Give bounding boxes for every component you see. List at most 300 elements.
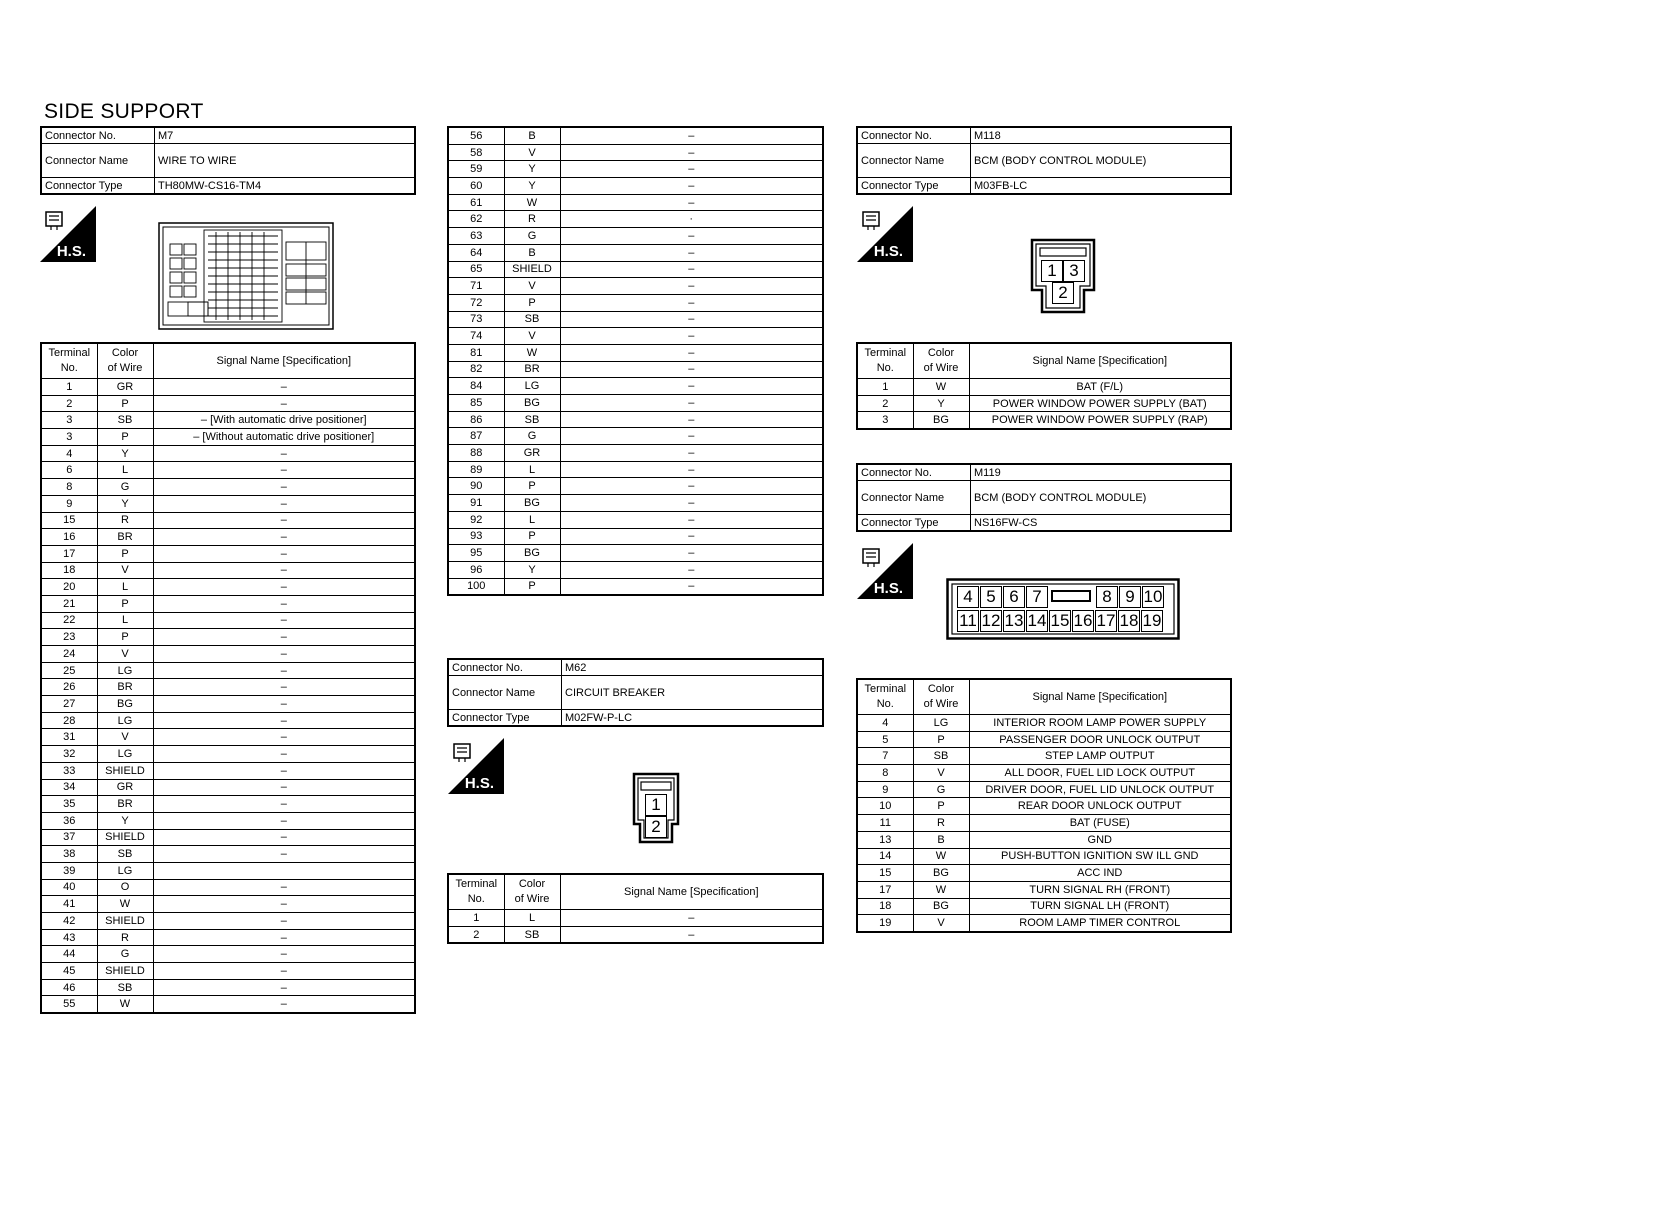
terminal-no-cell: 42 xyxy=(41,913,97,930)
signal-name-cell: – xyxy=(560,445,823,462)
table-row xyxy=(41,879,415,896)
terminal-no-cell: 21 xyxy=(41,595,97,612)
wire-color-cell: O xyxy=(97,879,153,896)
table-row xyxy=(857,379,1231,396)
terminal-no-cell: 100 xyxy=(448,578,504,595)
signal-name-cell: – xyxy=(153,829,415,846)
signal-name-cell: – xyxy=(560,478,823,495)
terminal-no-cell: 41 xyxy=(41,896,97,913)
signal-name-cell: – [With automatic drive positioner] xyxy=(153,412,415,429)
terminal-no-cell: 31 xyxy=(41,729,97,746)
signal-name-cell: – xyxy=(153,946,415,963)
signal-name-cell: – xyxy=(560,411,823,428)
header-color-of-wire: Color of Wire xyxy=(913,679,969,715)
table-row xyxy=(41,896,415,913)
terminal-no-cell: 74 xyxy=(448,328,504,345)
table-row xyxy=(41,479,415,496)
m119-connector-no: M119 xyxy=(971,464,1232,481)
m119-pin: 19 xyxy=(1142,611,1162,630)
terminal-no-cell: 20 xyxy=(41,579,97,596)
signal-name-cell: – xyxy=(560,428,823,445)
table-row xyxy=(41,746,415,763)
m119-pin: 6 xyxy=(1003,586,1025,608)
table-row xyxy=(41,696,415,713)
m7-info-block xyxy=(40,126,416,195)
m119-pin: 9 xyxy=(1119,586,1141,608)
wire-color-cell: P xyxy=(504,578,560,595)
table-row xyxy=(448,378,823,395)
terminal-no-cell: 24 xyxy=(41,646,97,663)
wire-color-cell: Y xyxy=(913,395,969,412)
wire-color-cell: R xyxy=(504,211,560,228)
table-row xyxy=(41,963,415,980)
wire-color-cell: BG xyxy=(913,898,969,915)
signal-name-cell: – xyxy=(153,479,415,496)
table-row xyxy=(41,913,415,930)
signal-name-cell: – xyxy=(560,926,823,943)
wire-color-cell: L xyxy=(97,462,153,479)
table-row xyxy=(41,846,415,863)
signal-name-cell: TURN SIGNAL RH (FRONT) xyxy=(969,881,1231,898)
signal-name-cell xyxy=(153,862,415,879)
signal-name-cell: PUSH-BUTTON IGNITION SW ILL GND xyxy=(969,848,1231,865)
table-row xyxy=(41,929,415,946)
table-row xyxy=(41,529,415,546)
wire-color-cell: P xyxy=(504,294,560,311)
signal-name-cell: – xyxy=(153,779,415,796)
wire-color-cell: V xyxy=(504,328,560,345)
label-connector-name: Connector Name xyxy=(448,676,562,710)
table-row xyxy=(41,862,415,879)
table-row xyxy=(41,779,415,796)
terminal-no-cell: 44 xyxy=(41,946,97,963)
wire-color-cell: P xyxy=(97,395,153,412)
terminal-no-cell: 11 xyxy=(857,815,913,832)
table-row xyxy=(41,829,415,846)
signal-name-cell: – xyxy=(153,395,415,412)
signal-name-cell: – xyxy=(153,712,415,729)
header-terminal-no: Terminal No. xyxy=(857,679,913,715)
header-terminal-no: Terminal No. xyxy=(41,343,97,379)
signal-name-cell: – xyxy=(153,879,415,896)
wire-color-cell: G xyxy=(97,479,153,496)
terminal-no-cell: 85 xyxy=(448,395,504,412)
header-color-of-wire: Color of Wire xyxy=(97,343,153,379)
wire-color-cell: SB xyxy=(913,748,969,765)
wire-color-cell: P xyxy=(504,528,560,545)
m62-connector-no: M62 xyxy=(562,659,824,676)
wire-color-cell: P xyxy=(97,429,153,446)
signal-name-cell: POWER WINDOW POWER SUPPLY (RAP) xyxy=(969,412,1231,429)
table-row xyxy=(41,712,415,729)
table-row xyxy=(857,412,1231,429)
signal-name-cell: – xyxy=(153,629,415,646)
signal-name-cell: – xyxy=(153,979,415,996)
terminal-no-cell: 39 xyxy=(41,862,97,879)
terminal-no-cell: 62 xyxy=(448,211,504,228)
table-row xyxy=(448,244,823,261)
signal-name-cell: – xyxy=(153,812,415,829)
terminal-no-cell: 33 xyxy=(41,762,97,779)
wire-color-cell: V xyxy=(97,646,153,663)
label-connector-type: Connector Type xyxy=(448,710,562,727)
table-row xyxy=(448,328,823,345)
table-row xyxy=(857,915,1231,932)
table-row xyxy=(41,662,415,679)
table-row xyxy=(857,715,1231,732)
terminal-no-cell: 27 xyxy=(41,696,97,713)
terminal-no-cell: 17 xyxy=(857,881,913,898)
terminal-no-cell: 17 xyxy=(41,545,97,562)
terminal-no-cell: 90 xyxy=(448,478,504,495)
m7-connector-no: M7 xyxy=(155,127,416,144)
table-row xyxy=(448,261,823,278)
signal-name-cell: – xyxy=(153,796,415,813)
wire-color-cell: L xyxy=(97,579,153,596)
m119-pin: 18 xyxy=(1119,611,1139,630)
m118-connector-no: M118 xyxy=(971,127,1232,144)
header-signal-name: Signal Name [Specification] xyxy=(560,874,823,910)
wire-color-cell: SB xyxy=(504,411,560,428)
signal-name-cell: – xyxy=(153,696,415,713)
signal-name-cell: – xyxy=(560,578,823,595)
signal-name-cell: – xyxy=(153,512,415,529)
label-connector-no: Connector No. xyxy=(448,659,562,676)
signal-name-cell: BAT (F/L) xyxy=(969,379,1231,396)
terminal-no-cell: 2 xyxy=(857,395,913,412)
m7-info-table xyxy=(40,126,416,195)
signal-name-cell: – xyxy=(560,178,823,195)
table-row xyxy=(448,361,823,378)
wire-color-cell: V xyxy=(913,765,969,782)
table-row xyxy=(448,495,823,512)
table-row xyxy=(448,428,823,445)
signal-name-cell: – xyxy=(560,261,823,278)
signal-name-cell: – xyxy=(153,729,415,746)
m118-connector-type: M03FB-LC xyxy=(971,178,1232,195)
terminal-no-cell: 87 xyxy=(448,428,504,445)
wire-color-cell: L xyxy=(504,461,560,478)
m119-info-table xyxy=(856,463,1232,532)
table-row xyxy=(857,731,1231,748)
table-row xyxy=(857,765,1231,782)
terminal-no-cell: 18 xyxy=(857,898,913,915)
wire-color-cell: P xyxy=(504,478,560,495)
terminal-no-cell: 19 xyxy=(857,915,913,932)
signal-name-cell: – xyxy=(153,679,415,696)
m119-pin: 10 xyxy=(1143,587,1163,606)
signal-name-cell: DRIVER DOOR, FUEL LID UNLOCK OUTPUT xyxy=(969,781,1231,798)
table-row xyxy=(448,395,823,412)
table-row xyxy=(448,211,823,228)
wire-color-cell: LG xyxy=(97,746,153,763)
signal-name-cell: – xyxy=(153,445,415,462)
label-connector-type: Connector Type xyxy=(41,178,155,195)
terminal-no-cell: 84 xyxy=(448,378,504,395)
signal-name-cell: – xyxy=(560,127,823,144)
signal-name-cell: – xyxy=(153,963,415,980)
signal-name-cell: · xyxy=(560,211,823,228)
terminal-no-cell: 4 xyxy=(41,445,97,462)
table-row xyxy=(41,979,415,996)
table-row xyxy=(41,612,415,629)
m118-terminal-table xyxy=(856,342,1232,430)
table-row xyxy=(41,729,415,746)
wire-color-cell: Y xyxy=(504,561,560,578)
wire-color-cell: V xyxy=(97,562,153,579)
m119-pin: 13 xyxy=(1004,611,1024,630)
table-row xyxy=(41,996,415,1013)
terminal-no-cell: 82 xyxy=(448,361,504,378)
terminal-no-cell: 40 xyxy=(41,879,97,896)
m118-connector-diagram xyxy=(1030,238,1096,314)
table-row xyxy=(41,495,415,512)
m62-info-block xyxy=(447,658,824,727)
terminal-no-cell: 2 xyxy=(41,395,97,412)
table-row xyxy=(857,815,1231,832)
table-row xyxy=(41,946,415,963)
wire-color-cell: Y xyxy=(97,812,153,829)
m118-connector-name: BCM (BODY CONTROL MODULE) xyxy=(971,144,1232,178)
table-row xyxy=(857,831,1231,848)
wire-color-cell: P xyxy=(97,595,153,612)
label-connector-no: Connector No. xyxy=(857,127,971,144)
m62-pin-2: 2 xyxy=(645,816,667,838)
m119-terminal-block xyxy=(856,678,1232,933)
signal-name-cell: POWER WINDOW POWER SUPPLY (BAT) xyxy=(969,395,1231,412)
terminal-no-cell: 88 xyxy=(448,445,504,462)
m119-pin: 17 xyxy=(1096,611,1116,630)
wire-color-cell: W xyxy=(913,881,969,898)
wire-color-cell: BR xyxy=(97,679,153,696)
signal-name-cell: – xyxy=(153,996,415,1013)
wire-color-cell: V xyxy=(913,915,969,932)
table-row xyxy=(857,798,1231,815)
wire-color-cell: SHIELD xyxy=(97,762,153,779)
page-title: SIDE SUPPORT xyxy=(44,100,204,123)
terminal-no-cell: 32 xyxy=(41,746,97,763)
label-connector-name: Connector Name xyxy=(41,144,155,178)
signal-name-cell: – xyxy=(560,511,823,528)
m118-pin-3: 3 xyxy=(1063,260,1085,282)
m7-terminal-table xyxy=(40,342,416,1014)
wire-color-cell: BR xyxy=(97,796,153,813)
terminal-no-cell: 10 xyxy=(857,798,913,815)
table-row xyxy=(41,679,415,696)
table-row xyxy=(448,228,823,245)
table-row xyxy=(448,178,823,195)
wire-color-cell: B xyxy=(913,831,969,848)
m118-pin-2: 2 xyxy=(1052,282,1074,304)
terminal-no-cell: 81 xyxy=(448,344,504,361)
signal-name-cell: – xyxy=(560,910,823,927)
table-row xyxy=(448,161,823,178)
wire-color-cell: R xyxy=(97,512,153,529)
signal-name-cell: – xyxy=(153,846,415,863)
signal-name-cell: – xyxy=(153,545,415,562)
signal-name-cell: ALL DOOR, FUEL LID LOCK OUTPUT xyxy=(969,765,1231,782)
terminal-no-cell: 35 xyxy=(41,796,97,813)
table-row xyxy=(41,646,415,663)
wire-color-cell: BG xyxy=(504,545,560,562)
table-row xyxy=(857,898,1231,915)
wire-color-cell: BR xyxy=(97,529,153,546)
table-row xyxy=(857,748,1231,765)
wire-color-cell: SHIELD xyxy=(97,963,153,980)
header-terminal-no: Terminal No. xyxy=(448,874,504,910)
m119-pin: 8 xyxy=(1096,586,1118,608)
m7-terminal-table-cont xyxy=(447,126,824,596)
terminal-no-cell: 23 xyxy=(41,629,97,646)
terminal-no-cell: 7 xyxy=(857,748,913,765)
harness-side-icon xyxy=(857,543,913,599)
label-connector-name: Connector Name xyxy=(857,481,971,515)
wire-color-cell: G xyxy=(504,228,560,245)
terminal-no-cell: 72 xyxy=(448,294,504,311)
signal-name-cell: – xyxy=(153,462,415,479)
signal-name-cell: – xyxy=(153,929,415,946)
terminal-no-cell: 46 xyxy=(41,979,97,996)
m118-terminal-block xyxy=(856,342,1232,430)
wire-color-cell: Y xyxy=(97,495,153,512)
terminal-no-cell: 3 xyxy=(857,412,913,429)
table-row xyxy=(857,395,1231,412)
signal-name-cell: – xyxy=(153,612,415,629)
terminal-no-cell: 60 xyxy=(448,178,504,195)
terminal-no-cell: 9 xyxy=(41,495,97,512)
table-row xyxy=(448,294,823,311)
wire-color-cell: LG xyxy=(97,862,153,879)
signal-name-cell: – xyxy=(153,595,415,612)
wire-color-cell: P xyxy=(97,629,153,646)
wire-color-cell: Y xyxy=(504,178,560,195)
signal-name-cell: ACC IND xyxy=(969,865,1231,882)
harness-side-icon xyxy=(448,738,504,794)
signal-name-cell: – xyxy=(153,379,415,396)
m119-pin: 12 xyxy=(981,611,1001,630)
terminal-no-cell: 14 xyxy=(857,848,913,865)
signal-name-cell: – xyxy=(153,913,415,930)
terminal-no-cell: 13 xyxy=(857,831,913,848)
wire-color-cell: GR xyxy=(97,779,153,796)
header-signal-name: Signal Name [Specification] xyxy=(969,679,1231,715)
wire-color-cell: B xyxy=(504,127,560,144)
wire-color-cell: G xyxy=(504,428,560,445)
wire-color-cell: SHIELD xyxy=(97,913,153,930)
m119-terminal-table xyxy=(856,678,1232,933)
wire-color-cell: W xyxy=(504,194,560,211)
wire-color-cell: W xyxy=(97,896,153,913)
terminal-no-cell: 2 xyxy=(448,926,504,943)
terminal-no-cell: 95 xyxy=(448,545,504,562)
terminal-no-cell: 55 xyxy=(41,996,97,1013)
terminal-no-cell: 37 xyxy=(41,829,97,846)
wire-color-cell: W xyxy=(913,379,969,396)
signal-name-cell: BAT (FUSE) xyxy=(969,815,1231,832)
signal-name-cell: – xyxy=(560,244,823,261)
m119-pin: 7 xyxy=(1026,586,1048,608)
terminal-no-cell: 86 xyxy=(448,411,504,428)
m62-connector-diagram xyxy=(632,772,680,844)
wire-color-cell: V xyxy=(504,278,560,295)
wire-color-cell: BR xyxy=(504,361,560,378)
wire-color-cell: Y xyxy=(97,445,153,462)
m62-terminal-table xyxy=(447,873,824,944)
signal-name-cell: REAR DOOR UNLOCK OUTPUT xyxy=(969,798,1231,815)
table-row xyxy=(41,445,415,462)
terminal-no-cell: 43 xyxy=(41,929,97,946)
signal-name-cell: – xyxy=(560,328,823,345)
table-row xyxy=(41,395,415,412)
m7-connector-name: WIRE TO WIRE xyxy=(155,144,416,178)
terminal-no-cell: 61 xyxy=(448,194,504,211)
wire-color-cell: W xyxy=(504,344,560,361)
table-row xyxy=(41,562,415,579)
terminal-no-cell: 18 xyxy=(41,562,97,579)
m119-connector-diagram xyxy=(946,578,1180,640)
terminal-no-cell: 15 xyxy=(857,865,913,882)
table-row xyxy=(448,311,823,328)
signal-name-cell: – xyxy=(153,762,415,779)
signal-name-cell: – [Without automatic drive positioner] xyxy=(153,429,415,446)
m62-info-table xyxy=(447,658,824,727)
table-row xyxy=(41,512,415,529)
terminal-no-cell: 65 xyxy=(448,261,504,278)
wire-color-cell: GR xyxy=(97,379,153,396)
wire-color-cell: L xyxy=(504,910,560,927)
wire-color-cell: BG xyxy=(913,412,969,429)
signal-name-cell: – xyxy=(560,545,823,562)
table-row xyxy=(41,412,415,429)
wire-color-cell: LG xyxy=(97,712,153,729)
terminal-no-cell: 9 xyxy=(857,781,913,798)
terminal-no-cell: 71 xyxy=(448,278,504,295)
signal-name-cell: STEP LAMP OUTPUT xyxy=(969,748,1231,765)
table-row xyxy=(448,926,823,943)
m7-connector-type: TH80MW-CS16-TM4 xyxy=(155,178,416,195)
wire-color-cell: BG xyxy=(504,395,560,412)
terminal-no-cell: 22 xyxy=(41,612,97,629)
svg-text:H.S.: H.S. xyxy=(873,243,903,260)
table-row xyxy=(448,461,823,478)
signal-name-cell: – xyxy=(560,294,823,311)
table-row xyxy=(448,578,823,595)
table-row xyxy=(41,545,415,562)
m119-pin: 14 xyxy=(1027,611,1047,630)
m62-pin-1: 1 xyxy=(645,794,667,816)
wire-color-cell: R xyxy=(913,815,969,832)
wire-color-cell: W xyxy=(97,996,153,1013)
table-row xyxy=(41,595,415,612)
signal-name-cell: INTERIOR ROOM LAMP POWER SUPPLY xyxy=(969,715,1231,732)
signal-name-cell: – xyxy=(560,395,823,412)
terminal-no-cell: 16 xyxy=(41,529,97,546)
table-row xyxy=(448,478,823,495)
terminal-no-cell: 96 xyxy=(448,561,504,578)
m118-info-table xyxy=(856,126,1232,195)
terminal-no-cell: 64 xyxy=(448,244,504,261)
terminal-no-cell: 1 xyxy=(41,379,97,396)
wire-color-cell: P xyxy=(97,545,153,562)
wire-color-cell: P xyxy=(913,798,969,815)
label-connector-name: Connector Name xyxy=(857,144,971,178)
m7-terminal-block-cont xyxy=(447,126,824,596)
terminal-no-cell: 3 xyxy=(41,429,97,446)
m118-info-block xyxy=(856,126,1232,195)
signal-name-cell: – xyxy=(560,378,823,395)
label-connector-type: Connector Type xyxy=(857,178,971,195)
signal-name-cell: – xyxy=(560,194,823,211)
